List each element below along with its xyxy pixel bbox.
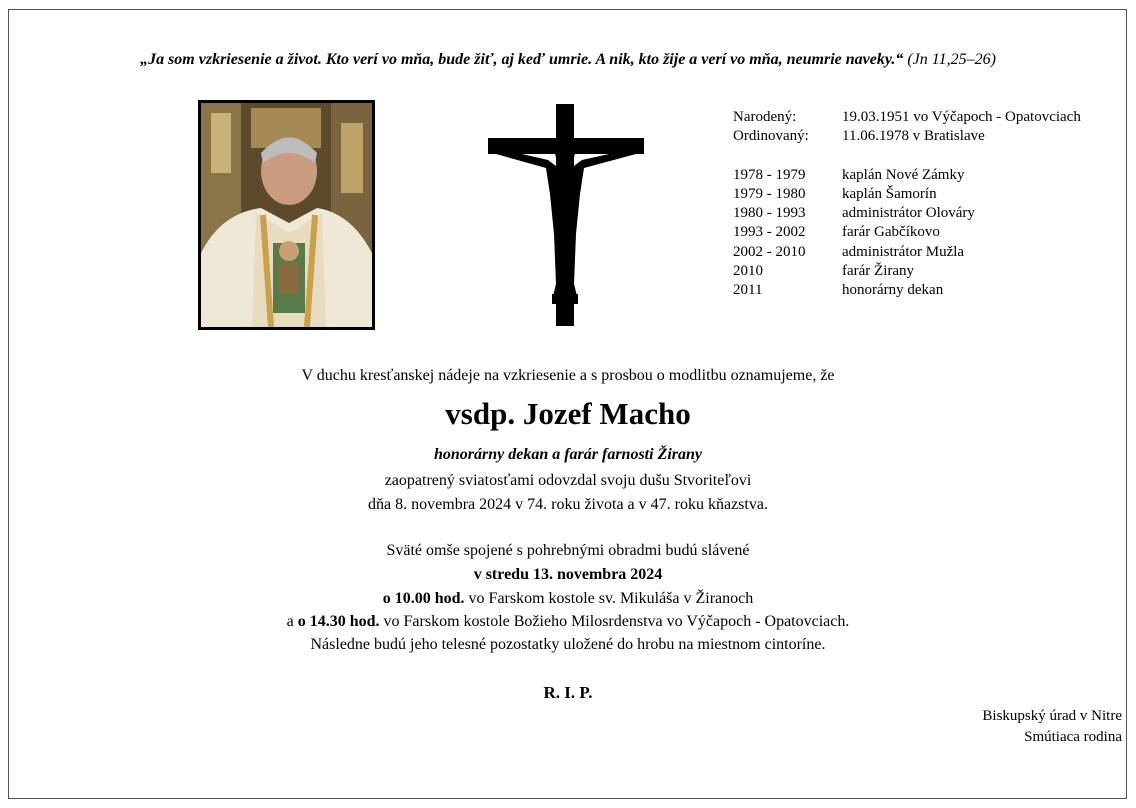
- career-years: 1978 - 1979: [733, 166, 806, 183]
- career-role: honorárny dekan: [842, 282, 944, 299]
- mass-date: v stredu 13. novembra 2024: [473, 566, 663, 583]
- quote-text: „Ja som vzkriesenie a život. Kto verí vo mňa, bude žiť, aj keď umrie. A nik, kto žije a verí vo mňa, neumrie naveky.“: [140, 51, 904, 68]
- career-years: 2002 - 2010: [733, 243, 806, 260]
- death-line-1: zaopatrený sviatosťami odovzdal svoju dušu Stvoriteľovi: [384, 472, 752, 489]
- mass-2-time: o 14.30 hod.: [297, 613, 380, 630]
- career-role: kaplán Šamorín: [842, 185, 937, 202]
- career-role: farár Gabčíkovo: [842, 224, 940, 241]
- ordained-label: Ordinovaný:: [733, 128, 809, 145]
- portrait-photo: [198, 100, 375, 330]
- born-label: Narodený:: [733, 109, 797, 125]
- career-years: 2010: [733, 263, 763, 280]
- deceased-name: vsdp. Jozef Macho: [445, 396, 691, 431]
- career-years: 1979 - 1980: [733, 185, 806, 202]
- career-years: 1993 - 2002: [733, 224, 806, 241]
- career-item: [733, 262, 1081, 281]
- career-role: kaplán Nové Zámky: [842, 166, 965, 183]
- burial-line: Následne budú jeho telesné pozostatky uložené do hrobu na miestnom cintoríne.: [310, 636, 826, 653]
- career-item: [733, 185, 1081, 204]
- bible-quote: [0, 51, 1136, 69]
- signatures: [982, 706, 1122, 748]
- career-role: farár Žirany: [842, 263, 915, 280]
- announcement-intro: V duchu kresťanskej nádeje na vzkriesenie a s prosbou o modlitbu oznamujeme, že: [301, 367, 835, 384]
- mass-1-time: o 10.00 hod.: [382, 590, 465, 607]
- rip: R. I. P.: [543, 683, 593, 702]
- career-years: 1980 - 1993: [733, 205, 806, 222]
- career-years: 2011: [733, 282, 763, 299]
- mass-1-place: vo Farskom kostole sv. Mikuláša v Žiranoch: [468, 590, 754, 607]
- born-value: 19.03.1951 vo Výčapoch - Opatovciach: [842, 109, 1081, 125]
- quote-reference: (Jn 11,25–26): [907, 51, 996, 68]
- mass-1: [0, 590, 1136, 608]
- signature-diocese: Biskupský úrad v Nitre: [982, 708, 1122, 724]
- career-item: [733, 281, 1081, 300]
- deceased-title: honorárny dekan a farár farnosti Žirany: [433, 446, 703, 463]
- mass-2-prefix: a: [286, 613, 294, 630]
- mass-2: [0, 613, 1136, 631]
- mass-intro: Sväté omše spojené s pohrebnými obradmi budú slávené: [386, 542, 750, 559]
- death-line-2: dňa 8. novembra 2024 v 74. roku života a v 47. roku kňazstva.: [368, 496, 768, 513]
- mass-2-place: vo Farskom kostole Božieho Milosrdenstva vo Výčapoch - Opatovciach.: [383, 613, 850, 630]
- ordained-value: 11.06.1978 v Bratislave: [842, 128, 985, 145]
- career-item: [733, 204, 1081, 223]
- biography: [733, 108, 1081, 301]
- career-role: administrátor Olováry: [842, 205, 975, 222]
- career-item: [733, 166, 1081, 185]
- crucifix-icon: [488, 104, 648, 331]
- signature-family: Smútiaca rodina: [1024, 729, 1122, 745]
- career-role: administrátor Mužla: [842, 243, 965, 260]
- career-item: [733, 223, 1081, 242]
- career-item: [733, 243, 1081, 262]
